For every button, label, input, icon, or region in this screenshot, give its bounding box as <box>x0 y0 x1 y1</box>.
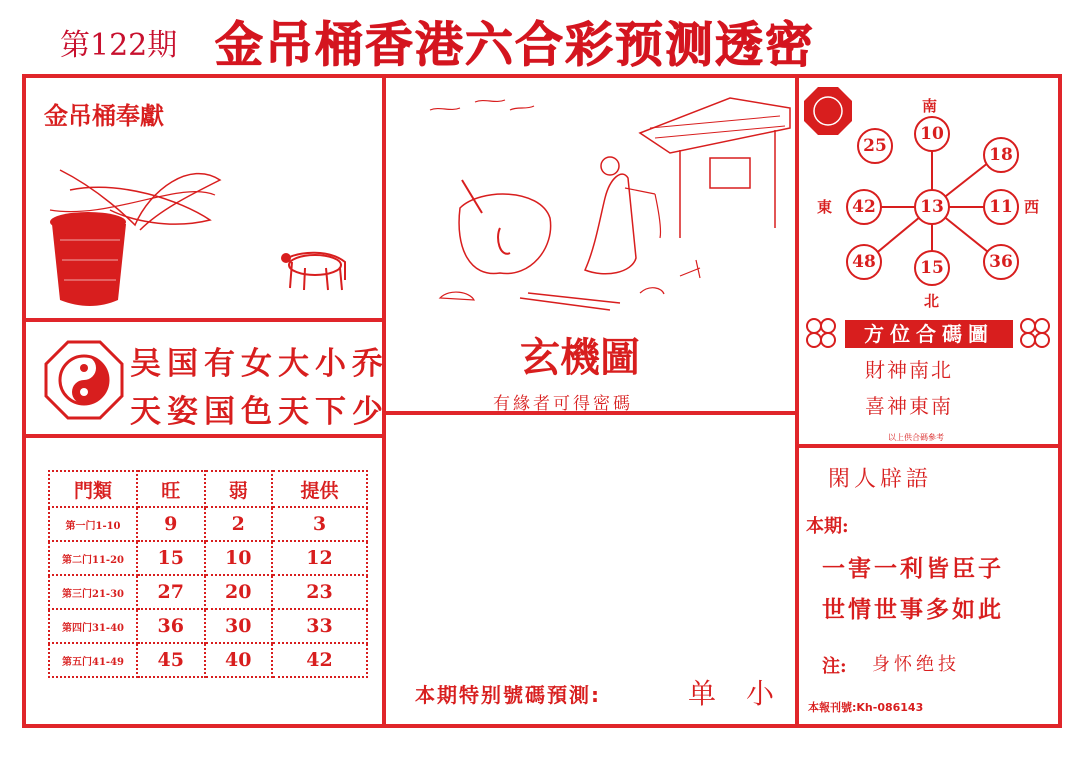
prediction-small: 小 <box>746 677 775 710</box>
header-door: 門類 <box>49 471 137 507</box>
dir-west: 西 <box>1024 198 1040 216</box>
wang-cell: 15 <box>137 541 205 575</box>
wang-cell: 9 <box>137 507 205 541</box>
compass-number: 42 <box>846 189 882 225</box>
divider-left-1 <box>24 318 384 322</box>
riddle-heading: 閑人辟語 <box>828 467 933 492</box>
wang-cell: 36 <box>137 609 205 643</box>
issue-number: 第122期 <box>60 28 178 63</box>
wang-cell: 45 <box>137 643 205 677</box>
poem-line-2: 天姿国色天下少 <box>130 394 389 430</box>
table-row <box>49 541 367 575</box>
tigong-cell: 12 <box>272 541 367 575</box>
xuanji-subtitle: 有緣者可得密碼 <box>493 394 633 414</box>
wealth-god: 財神南北 <box>865 358 953 382</box>
yin-yang-icon <box>44 340 124 420</box>
table-row <box>49 609 367 643</box>
note-label: 注: <box>822 656 847 677</box>
compass-number: 18 <box>983 137 1019 173</box>
prediction-single: 单 <box>688 677 717 710</box>
ruo-cell: 2 <box>205 507 273 541</box>
ruo-cell: 20 <box>205 575 273 609</box>
xuanji-illustration <box>400 88 795 318</box>
compass-number: 48 <box>846 244 882 280</box>
header-wang: 旺 <box>137 471 205 507</box>
ruo-cell: 10 <box>205 541 273 575</box>
this-issue-label: 本期: <box>806 516 849 537</box>
bucket-illustration <box>40 150 370 315</box>
riddle-line-1: 一害一利皆臣子 <box>822 556 1004 582</box>
sponsor-label: 金吊桶奉獻 <box>44 102 164 130</box>
compass-number: 25 <box>857 128 893 164</box>
table-header-row <box>49 471 367 507</box>
door-cell: 第三门21-30 <box>49 575 137 609</box>
publication-number: 本報刊號:Kh-086143 <box>808 701 924 714</box>
compass-number: 10 <box>914 116 950 152</box>
tigong-cell: 33 <box>272 609 367 643</box>
joy-god: 喜神東南 <box>865 394 953 418</box>
table-row <box>49 643 367 677</box>
divider-left-2 <box>24 434 384 438</box>
tigong-cell: 3 <box>272 507 367 541</box>
header-tigong: 提供 <box>272 471 367 507</box>
page-title: 金吊桶香港六合彩预测透密 <box>215 17 816 73</box>
divider-right <box>795 76 799 726</box>
seal-icon <box>804 87 852 135</box>
riddle-line-2: 世情世事多如此 <box>822 597 1004 623</box>
doors-table <box>48 470 368 678</box>
poem-line-1: 吴国有女大小乔 <box>130 346 389 382</box>
compass-number: 11 <box>983 189 1019 225</box>
ruo-cell: 40 <box>205 643 273 677</box>
door-cell: 第一门1-10 <box>49 507 137 541</box>
table-row <box>49 575 367 609</box>
compass-number: 15 <box>914 250 950 286</box>
wang-cell: 27 <box>137 575 205 609</box>
door-cell: 第二门11-20 <box>49 541 137 575</box>
special-label: 本期特别號碼預測: <box>415 683 601 707</box>
table-row <box>49 507 367 541</box>
compass-number: 36 <box>983 244 1019 280</box>
note-text: 身怀绝技 <box>872 654 960 675</box>
door-cell: 第五门41-49 <box>49 643 137 677</box>
divider-right-1 <box>797 444 1060 448</box>
xuanji-title: 玄機圖 <box>520 334 640 381</box>
dir-north: 北 <box>924 292 940 310</box>
tigong-cell: 23 <box>272 575 367 609</box>
ruo-cell: 30 <box>205 609 273 643</box>
dir-east: 東 <box>817 198 833 216</box>
header-ruo: 弱 <box>205 471 273 507</box>
door-cell: 第四门31-40 <box>49 609 137 643</box>
compass-number: 13 <box>914 189 950 225</box>
dir-south: 南 <box>922 97 938 115</box>
compass-banner: 方位合碼圖 <box>845 320 1013 348</box>
tigong-cell: 42 <box>272 643 367 677</box>
compass-note: 以上供合碼參考 <box>888 433 944 442</box>
